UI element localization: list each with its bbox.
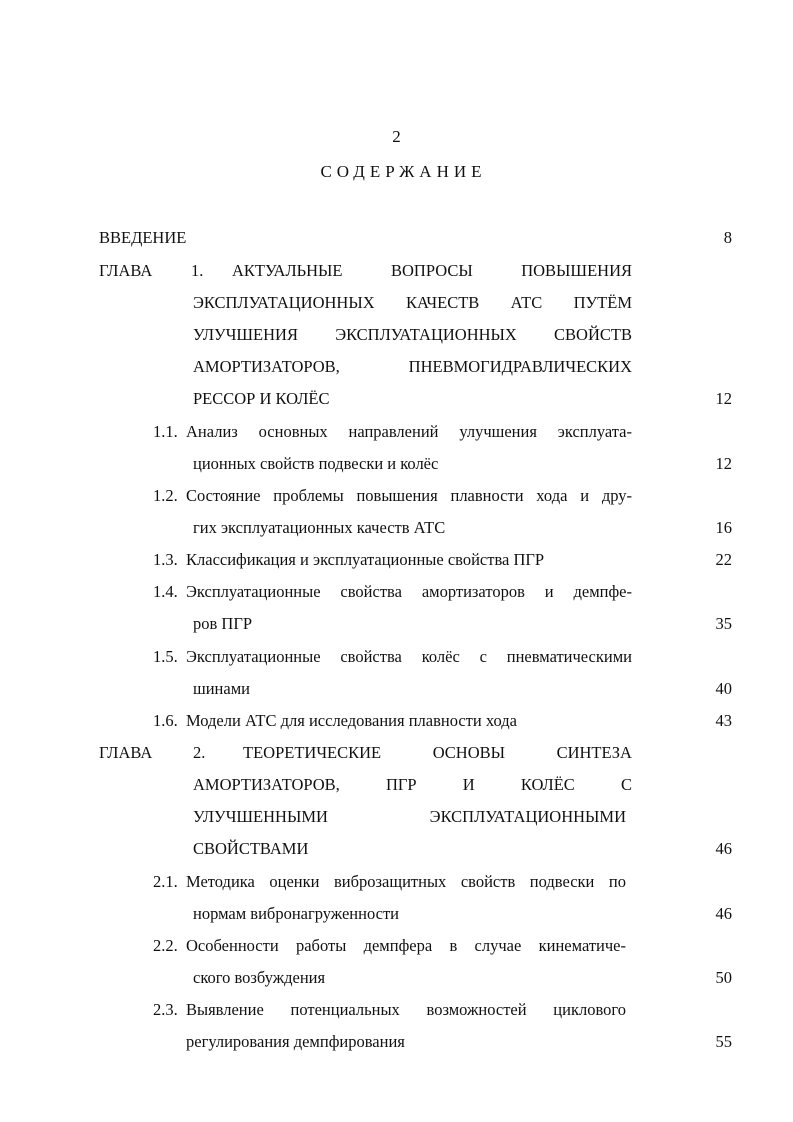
section-1-6-number: 1.6. [153, 711, 178, 730]
chapter1-word-4: ЭКСПЛУАТАЦИОННЫХ [193, 293, 375, 312]
chapter2-word-4: АМОРТИЗАТОРОВ, [193, 775, 340, 794]
section-1-2-page: 16 [715, 518, 732, 537]
chapter1-page: 12 [715, 389, 732, 408]
section-2-2-number: 2.2. [153, 936, 178, 955]
section-2-3-title-line2[interactable]: регулирования демпфирования [186, 1032, 405, 1051]
chapter1-title-line5: РЕССОР И КОЛЁС [193, 389, 330, 408]
chapter2-number: 2. [193, 743, 206, 762]
section-1-4-title-line2[interactable]: ров ПГР [193, 614, 253, 633]
chapter1-word-1: АКТУАЛЬНЫЕ [232, 261, 343, 280]
section-1-4-number: 1.4. [153, 582, 178, 601]
section-2-3-title-line1[interactable]: Выявление потенциальных возможностей циклового [186, 1000, 626, 1019]
section-2-2-title-line2[interactable]: ского возбуждения [193, 968, 326, 987]
chapter1-title-line4 [193, 356, 632, 378]
toc-intro-label[interactable]: ВВЕДЕНИЕ [99, 228, 187, 247]
chapter1-word-6: АТС [510, 293, 543, 312]
chapter1-number: 1. [191, 261, 204, 280]
toc-intro-page: 8 [723, 228, 732, 247]
section-1-1-title-line1[interactable]: Анализ основных направлений улучшения эксплуата- [186, 422, 632, 441]
chapter1-title-line1 [232, 260, 632, 282]
chapter2-title-line2 [193, 774, 632, 796]
section-1-1-number: 1.1. [153, 422, 178, 441]
chapter1-word[interactable]: ГЛАВА [99, 261, 153, 280]
section-1-4-page: 35 [715, 614, 732, 633]
chapter1-title-line2 [193, 292, 632, 314]
section-1-6-page: 43 [715, 711, 732, 730]
section-1-2-number: 1.2. [153, 486, 178, 505]
section-1-1-page: 12 [715, 454, 732, 473]
chapter1-word-11: АМОРТИЗАТОРОВ, [193, 357, 340, 376]
section-1-3-number: 1.3. [153, 550, 178, 569]
chapter2-word-8: С [620, 775, 632, 794]
chapter1-title-line3 [193, 324, 632, 346]
section-1-5-number: 1.5. [153, 647, 178, 666]
chapter2-word[interactable]: ГЛАВА [99, 743, 153, 762]
section-1-4-title-line1[interactable]: Эксплуатационные свойства амортизаторов и демпфе- [186, 582, 632, 601]
chapter2-title-line1 [243, 742, 632, 764]
chapter1-word-2: ВОПРОСЫ [390, 261, 473, 280]
chapter2-word-1: ТЕОРЕТИЧЕСКИЕ [243, 743, 382, 762]
page-title: СОДЕРЖАНИЕ [320, 162, 487, 181]
section-1-1-title-line2[interactable]: ционных свойств подвески и колёс [193, 454, 439, 473]
chapter2-word-3: СИНТЕЗА [556, 743, 632, 762]
chapter1-word-7: ПУТЁМ [573, 293, 632, 312]
chapter2-word-6: И [462, 775, 475, 794]
section-1-3-page: 22 [715, 550, 732, 569]
chapter2-word-5: ПГР [385, 775, 417, 794]
section-2-2-page: 50 [715, 968, 732, 987]
chapter1-word-12: ПНЕВМОГИДРАВЛИЧЕСКИХ [408, 357, 632, 376]
chapter1-word-8: УЛУЧШЕНИЯ [193, 325, 298, 344]
chapter2-word-9: УЛУЧШЕННЫМИ [193, 807, 328, 826]
chapter1-word-9: ЭКСПЛУАТАЦИОННЫХ [335, 325, 517, 344]
section-1-5-title-line1[interactable]: Эксплуатационные свойства колёс с пневматическими [186, 647, 632, 666]
section-1-2-title-line2[interactable]: гих эксплуатационных качеств АТС [193, 518, 446, 537]
section-1-5-title-line2[interactable]: шинами [193, 679, 250, 698]
chapter2-word-2: ОСНОВЫ [432, 743, 506, 762]
section-2-3-number: 2.3. [153, 1000, 178, 1019]
section-1-2-title-line1[interactable]: Состояние проблемы повышения плавности хода и дру- [186, 486, 632, 505]
section-1-6-title[interactable]: Модели АТС для исследования плавности хода [186, 711, 517, 730]
section-2-1-number: 2.1. [153, 872, 178, 891]
chapter1-word-10: СВОЙСТВ [554, 325, 632, 344]
section-1-3-title[interactable]: Классификация и эксплуатационные свойства ПГР [186, 550, 545, 569]
chapter1-word-5: КАЧЕСТВ [406, 293, 480, 312]
page-number: 2 [392, 127, 401, 146]
section-2-3-page: 55 [715, 1032, 732, 1051]
chapter2-title-line3 [193, 806, 626, 828]
chapter1-word-3: ПОВЫШЕНИЯ [521, 261, 632, 280]
section-2-1-title-line1[interactable]: Методика оценки виброзащитных свойств подвески по [186, 872, 626, 891]
section-2-1-page: 46 [715, 904, 732, 923]
chapter2-word-7: КОЛЁС [520, 775, 575, 794]
section-2-1-title-line2[interactable]: нормам вибронагруженности [193, 904, 399, 923]
section-2-2-title-line1[interactable]: Особенности работы демпфера в случае кинематиче- [186, 936, 626, 955]
chapter2-page: 46 [715, 839, 732, 858]
section-1-5-page: 40 [715, 679, 732, 698]
chapter2-word-10: ЭКСПЛУАТАЦИОННЫМИ [429, 807, 626, 826]
chapter2-title-line4: СВОЙСТВАМИ [193, 839, 309, 858]
